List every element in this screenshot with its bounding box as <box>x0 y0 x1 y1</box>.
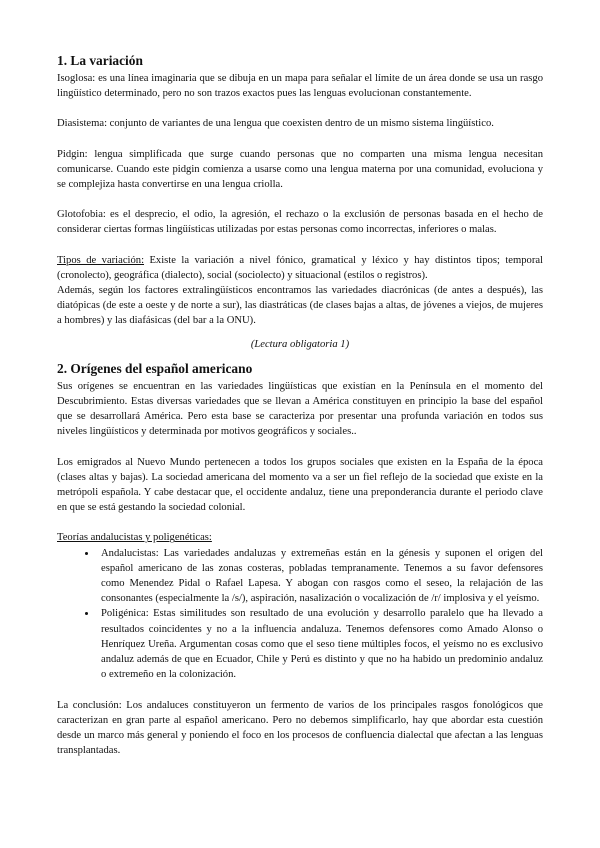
section-2-heading: 2. Orígenes del español americano <box>57 360 253 376</box>
tipos-variacion-label: Tipos de variación: <box>57 254 145 266</box>
list-item-poligenica: • Poligénica: Estas similitudes son resultado de una evolución y desarrollo paralelo que ha llevado a resultados coincidentes y no a la influencia andaluza. Tenemos defensores como Amado Alonso o Henríquez Ureña. Argumentan cosas como que el seso tiene múltiples focos, el yeísmo no es exclusivo andaluz además de que en Ecuador, Chile y Perú es distinto y que no ha habido un predominio andaluz o extremeño en la colonización. <box>97 606 543 682</box>
isoglosa-paragraph: Isoglosa: es una línea imaginaria que se dibuja en un mapa para señalar el límite de un área donde se usa un rasgo lingüístico determinado, pero no son trazos exactos pues las lenguas evolucionan constantemente. <box>57 73 543 100</box>
glotofobia-paragraph: Glotofobia: es el desprecio, el odio, la agresión, el rechazo o la exclusión de personas basada en el hecho de considerar ciertas formas lingüísticas utilizadas por estas personas como incorrectas, inferiores o malas. <box>57 209 543 236</box>
tipos-variacion-paragraph <box>57 253 543 283</box>
origenes-paragraph: Sus orígenes se encuentran en las variedades lingüísticas que existían en la Península en el momento del Descubrimiento. Estas diversas variedades que se llevan a América constituyen en principio la base del español que se desarrollará América. Pero esta base se caracteriza por presentar una profunda variación en todos sus niveles lingüísticos y determinada por motivos geográficos y sociales.. <box>57 380 543 438</box>
tipos-variacion-text: Existe la variación a nivel fónico, gramatical y léxico y hay distintos tipos; temporal (cronolecto), geográfica (dialecto), social (sociolecto) y situacional (estilos o registros). <box>57 254 543 281</box>
section-1-heading: 1. La variación <box>57 53 143 68</box>
diasistema-paragraph: Diasistema: conjunto de variantes de una lengua que coexisten dentro de un mismo sistema lingüístico. <box>57 118 494 130</box>
emigrados-paragraph: Los emigrados al Nuevo Mundo pertenecen a todos los grupos sociales que existen en la España de la época (clases altas y bajas). La sociedad americana del momento va a ser un fiel reflejo de la sociedad que existe en la metrópoli española. Y cabe destacar que, el occidente andaluz, tiene una preponderancia durante el periodo clave en que se está gestando la sociedad colonial. <box>57 456 543 514</box>
teorias-list <box>57 546 543 683</box>
pidgin-paragraph: Pidgin: lengua simplificada que surge cuando personas que no comparten una misma lengua necesitan comunicarse. Cuando este pidgin comienza a usarse como una lengua materna por una comunidad, evoluciona y se complejiza hasta convertirse en una lengua criolla. <box>57 148 543 191</box>
conclusion-paragraph: La conclusión: Los andaluces constituyeron un fermento de varios de los principales rasgos fonológicos que caracterizan en gran parte al español americano. Pero no debemos simplificarlo, hay que abordar esta cuestión desde un marco más general y poniendo el foco en los procesos de confluencia dialectal que afectan a las lenguas transplantadas. <box>57 699 543 757</box>
lectura-obligatoria-note: (Lectura obligatoria 1) <box>250 338 350 350</box>
teorias-label: Teorías andalucistas y poligenéticas: <box>57 532 212 544</box>
ademas-paragraph: Además, según los factores extralingüísticos encontramos las variedades diacrónicas (de antes a después), las diatópicas (de este a oeste y de norte a sur), las diastráticas (de clases bajas a altas, de jóvenes a viejos, de mujeres a hombres) y las diafásicas (del bar a la ONU). <box>57 285 543 327</box>
list-item-andalucistas: • Andalucistas: Las variedades andaluzas y extremeñas están en la génesis y suponen el origen del español americano de las zonas costeras, pobladas tempranamente. Tenemos a su favor defensores como Menendez Pidal o Rafael Lapesa. Y abogan con rasgos como el seseo, la relajación de las consonantes (especialmente la /s/), aspiración, nasalización o vocalización de /r/ implosiva y el yeísmo. <box>97 546 543 607</box>
